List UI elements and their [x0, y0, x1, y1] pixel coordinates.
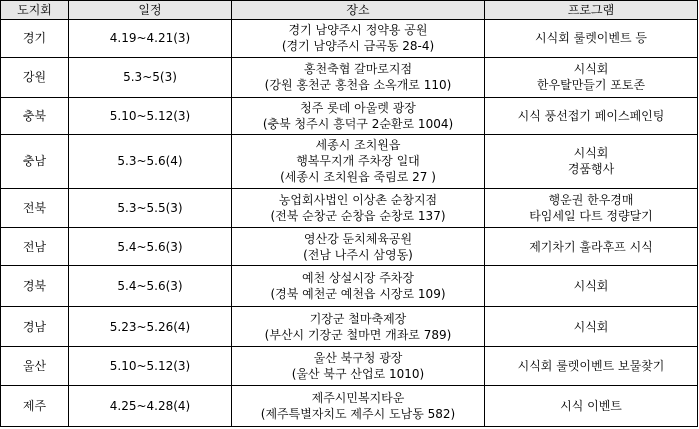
dates-cell: 4.25~4.28(4)	[69, 385, 232, 426]
region-cell: 충남	[1, 134, 69, 189]
region-cell: 울산	[1, 347, 69, 386]
dates-cell: 5.10~5.12(3)	[69, 97, 232, 134]
program-cell	[485, 20, 698, 58]
table-row	[1, 266, 698, 307]
venue-line: (울산 북구 산업로 1010)	[291, 366, 425, 381]
program-cell	[485, 266, 698, 307]
table-row	[1, 20, 698, 58]
dates-cell: 5.4~5.6(3)	[69, 228, 232, 266]
dates-cell: 5.3~5(3)	[69, 57, 232, 97]
dates-cell: 5.3~5.6(4)	[69, 134, 232, 189]
program-cell	[485, 347, 698, 386]
program-line: 시식 풍선접기 페이스페인팅	[517, 108, 665, 123]
table-row	[1, 347, 698, 386]
table-row	[1, 57, 698, 97]
venue-line: (세종시 조치원읍 죽림로 27 )	[280, 170, 436, 185]
dates-cell: 5.23~5.26(4)	[69, 307, 232, 347]
region-cell: 강원	[1, 57, 69, 97]
region-cell: 경기	[1, 20, 69, 58]
venue-cell	[232, 266, 485, 307]
program-line: 시식회	[573, 279, 609, 294]
dates-cell: 5.10~5.12(3)	[69, 347, 232, 386]
region-cell: 제주	[1, 385, 69, 426]
venue-line: (제주특별자치도 제주시 도남동 582)	[260, 406, 456, 421]
region-cell: 전남	[1, 228, 69, 266]
venue-line: (부산시 기장군 철마면 개좌로 789)	[264, 327, 452, 342]
region-cell: 경남	[1, 307, 69, 347]
venue-cell	[232, 228, 485, 266]
table-row	[1, 385, 698, 426]
program-cell	[485, 134, 698, 189]
program-line: 시식회	[573, 319, 609, 334]
region-cell: 전북	[1, 189, 69, 228]
program-line: 행운권 한우경매	[548, 193, 634, 208]
header-row	[1, 1, 698, 20]
table-header	[1, 1, 698, 20]
program-line: 경품행사	[567, 162, 615, 177]
venue-line: (전남 나주시 삼영동)	[303, 247, 413, 262]
table-row	[1, 134, 698, 189]
dates-cell: 5.4~5.6(3)	[69, 266, 232, 307]
program-line: 타임세일 다트 정량달기	[529, 209, 653, 224]
venue-line: (충북 청주시 흥덕구 2순환로 1004)	[262, 116, 454, 131]
venue-line: 영산강 둔치체육공원	[303, 231, 413, 246]
program-line: 시식회 룰렛이벤트 등	[535, 31, 647, 46]
venue-cell	[232, 57, 485, 97]
venue-line: 울산 북구청 광장	[313, 350, 403, 365]
venue-cell	[232, 385, 485, 426]
program-cell	[485, 307, 698, 347]
header-program: 프로그램	[485, 1, 698, 20]
venue-line: (전북 순창군 순창읍 순창로 137)	[270, 209, 446, 224]
venue-line: (경기 남양주시 금곡동 28-4)	[281, 39, 435, 54]
venue-cell	[232, 307, 485, 347]
dates-cell: 5.3~5.5(3)	[69, 189, 232, 228]
table-row	[1, 189, 698, 228]
venue-cell	[232, 189, 485, 228]
header-region: 도지회	[1, 1, 69, 20]
venue-line: 홍천축협 갈마로지점	[303, 62, 413, 77]
venue-line: (경북 예천군 예천읍 시장로 109)	[270, 287, 446, 302]
venue-line: 제주시민복지타운	[311, 390, 405, 405]
venue-line: 농업회사법인 이상촌 순창지점	[278, 193, 438, 208]
table-body	[1, 20, 698, 427]
program-cell	[485, 97, 698, 134]
table-row	[1, 307, 698, 347]
program-cell	[485, 228, 698, 266]
program-line: 한우탈만들기 포토존	[536, 78, 646, 93]
venue-line: 세종시 조치원읍	[315, 138, 401, 153]
venue-line: 경기 남양주시 정약용 공원	[288, 23, 428, 38]
program-cell	[485, 189, 698, 228]
table-row	[1, 97, 698, 134]
venue-line: 예천 상설시장 주차장	[302, 271, 414, 286]
venue-line: 기장군 철마축제장	[309, 311, 407, 326]
venue-cell	[232, 20, 485, 58]
header-dates: 일정	[69, 1, 232, 20]
dates-cell: 4.19~4.21(3)	[69, 20, 232, 58]
venue-cell	[232, 97, 485, 134]
venue-line: (강원 홍천군 홍천읍 소옥개로 110)	[264, 78, 452, 93]
program-cell	[485, 385, 698, 426]
header-venue: 장소	[232, 1, 485, 20]
program-line: 제기차기 훌라후프 시식	[529, 239, 653, 254]
venue-cell	[232, 134, 485, 189]
program-line: 시식회	[573, 146, 609, 161]
region-cell: 충북	[1, 97, 69, 134]
program-line: 시식회 룰렛이벤트 보물찾기	[517, 358, 665, 373]
venue-line: 청주 롯데 아울렛 광장	[300, 100, 416, 115]
venue-cell	[232, 347, 485, 386]
region-cell: 경북	[1, 266, 69, 307]
program-line: 시식 이벤트	[560, 398, 622, 413]
program-cell	[485, 57, 698, 97]
table-row	[1, 228, 698, 266]
program-line: 시식회	[573, 62, 609, 77]
venue-line: 행복무지개 주차장 일대	[296, 154, 420, 169]
